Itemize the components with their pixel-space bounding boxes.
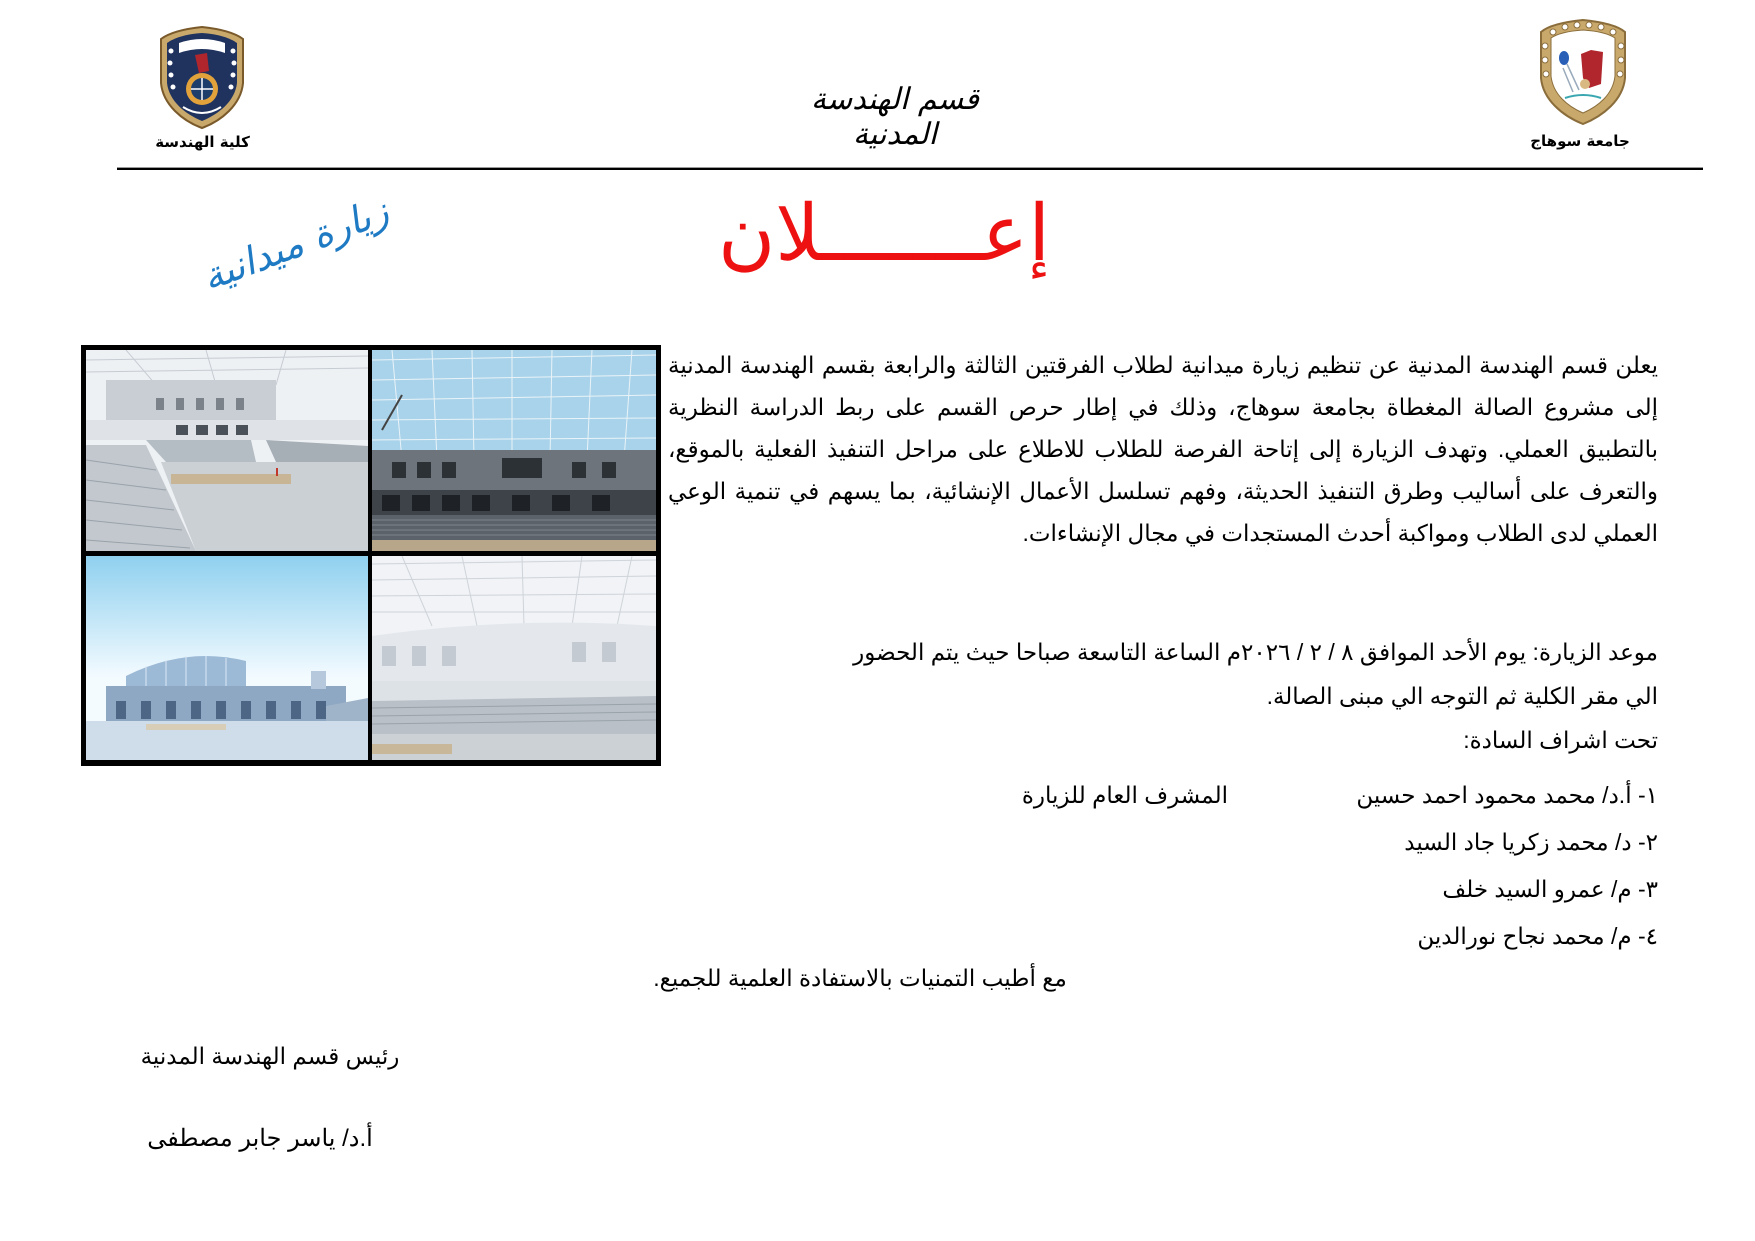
supervision-heading (658, 718, 1658, 762)
faculty-name: كلية الهندسة (155, 133, 250, 151)
supervisor-name: ٤- م/ محمد نجاح نورالدين (1417, 923, 1658, 949)
photo-arena-roof-space-frame (372, 350, 656, 551)
supervisor-row (658, 819, 1658, 866)
supervisor-row (658, 866, 1658, 913)
visit-schedule (658, 630, 1658, 718)
photo-arena-exterior (86, 556, 368, 760)
schedule-line-2: الي مقر الكلية ثم التوجه الي مبنى الصالة. (1266, 683, 1658, 709)
field-visit-tag: زيارة ميدانية (195, 188, 395, 300)
university-logo (1533, 18, 1633, 126)
photo-arena-interior-wide (372, 556, 656, 760)
schedule-line-1: موعد الزيارة: يوم الأحد الموافق ٨ / ٢ / ٢٠٢٦م الساعة التاسعة صباحا حيث يتم الحضور (853, 639, 1658, 665)
announcement-title: إعـــــــلان (718, 189, 1050, 279)
supervisor-row (658, 772, 1658, 819)
body-paragraph: يعلن قسم الهندسة المدنية عن تنظيم زيارة ميدانية لطلاب الفرقتين الثالثة والرابعة بقسم الهندسة المدنية إلى مشروع الصالة المغطاة بجامعة سوهاج، وذلك في إطار حرص القسم على ربط الدراسة النظرية بالتطبيق العملي. وتهدف الزيارة إلى إتاحة الفرصة للطلاب للاطلاع على مراحل التنفيذ الفعلية بالموقع، والتعرف على أساليب وطرق التنفيذ الحديثة، وفهم تسلسل الأعمال الإنشائية، بما يسهم في تنمية الوعي العملي لدى الطلاب ومواكبة أحدث المستجدات في مجال الإنشاءات. (668, 352, 1658, 546)
photo-grid (81, 345, 661, 766)
photo-arena-interior-stands (86, 350, 368, 551)
signature-name: أ.د/ ياسر جابر مصطفى (147, 1125, 373, 1152)
supervisor-role: المشرف العام للزيارة (1021, 782, 1228, 808)
department-header: قسم الهندسة المدنية (811, 82, 979, 152)
closing-wishes: مع أطيب التمنيات بالاستفادة العلمية للجميع. (653, 965, 1067, 991)
supervisor-name: ٣- م/ عمرو السيد خلف (1442, 876, 1658, 902)
announcement-body (668, 344, 1658, 554)
supervisor-row (658, 913, 1658, 960)
faculty-logo (155, 25, 250, 130)
supervisors-list (658, 772, 1658, 960)
faculty-shield-icon (155, 25, 250, 130)
signature-title: رئيس قسم الهندسة المدنية (140, 1043, 400, 1069)
university-name: جامعة سوهاج (1530, 132, 1630, 150)
university-shield-icon (1533, 18, 1633, 126)
supervisor-name: ٢- د/ محمد زكريا جاد السيد (1404, 829, 1658, 855)
supervision-label: تحت اشراف السادة: (1463, 727, 1658, 753)
supervisor-name: ١- أ.د/ محمد محمود احمد حسين (1356, 782, 1658, 808)
header-divider (117, 168, 1703, 170)
